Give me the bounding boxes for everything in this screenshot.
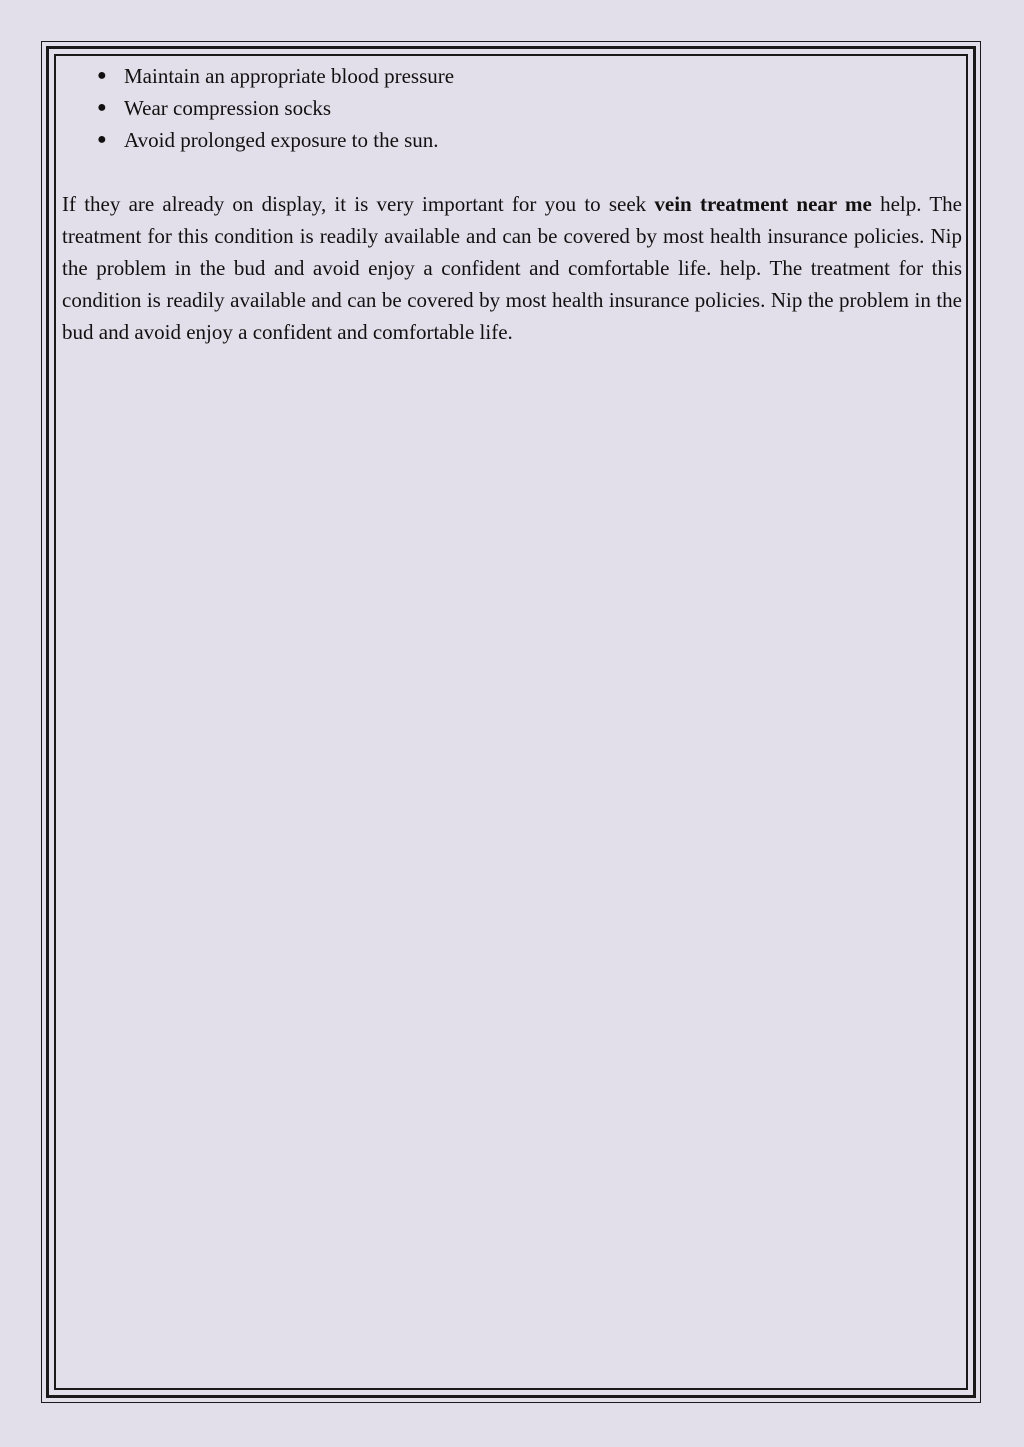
list-item-text: Maintain an appropriate blood pressure — [124, 64, 455, 88]
paragraph-rest: help. The treatment for this condition is readily available and can be covered by most health insurance policies. Nip the problem in the bud and avoid enjoy a confident and comfortable life. help. The treatment for this condition is readily available and can be covered by most health insurance policies. Nip the problem in the bud and avoid enjoy a confident and comfortable life. — [62, 192, 962, 344]
bullet-list — [62, 60, 962, 156]
list-item — [62, 92, 962, 124]
paragraph-lead: If they are already on display, it is very important for you to seek — [62, 192, 655, 216]
list-item — [62, 124, 962, 156]
bullet-icon: ● — [97, 99, 107, 116]
body-paragraph — [62, 188, 962, 348]
list-item-text: Avoid prolonged exposure to the sun. — [124, 128, 439, 152]
list-item-text: Wear compression socks — [124, 96, 332, 120]
bullet-icon: ● — [97, 67, 107, 84]
document-content — [62, 60, 962, 348]
list-item — [62, 60, 962, 92]
keyword-link[interactable]: vein treatment near me — [654, 192, 872, 216]
bullet-icon: ● — [97, 131, 107, 148]
